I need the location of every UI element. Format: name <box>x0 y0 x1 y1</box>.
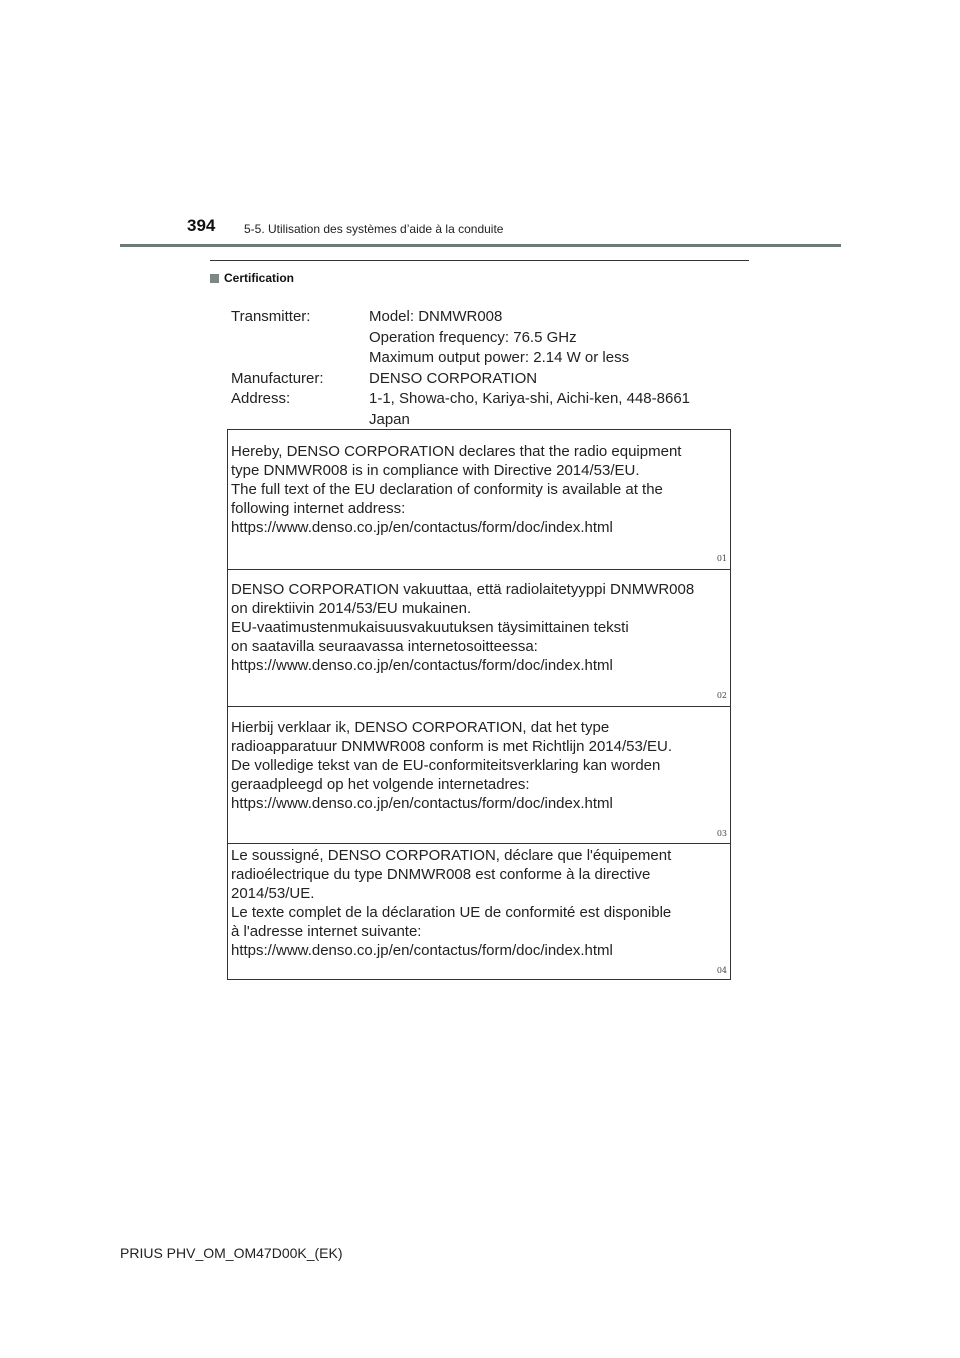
declaration-line: radioélectrique du type DNMWR008 est conforme à la directive <box>231 866 651 883</box>
declaration-line: Hierbij verklaar ik, DENSO CORPORATION, dat het type <box>231 719 610 736</box>
header-rule <box>120 244 841 247</box>
spec-row <box>231 410 690 431</box>
declaration-code: 03 <box>716 829 727 838</box>
footer-document-id: PRIUS PHV_OM_OM47D00K_(EK) <box>120 1245 343 1261</box>
declaration-line: 2014/53/UE. <box>231 885 315 902</box>
declaration-en <box>228 442 730 537</box>
declaration-line: DENSO CORPORATION vakuuttaa, että radiolaitetyyppi DNMWR008 <box>231 581 695 598</box>
section-divider <box>210 260 749 261</box>
declaration-text <box>231 718 730 813</box>
declaration-fr <box>228 846 730 960</box>
declaration-code: 02 <box>716 691 727 700</box>
declaration-line: Le soussigné, DENSO CORPORATION, déclare que l'équipement <box>231 847 672 864</box>
declaration-line: Le texte complet de la déclaration UE de conformité est disponible <box>231 904 672 921</box>
certification-heading <box>210 271 294 285</box>
declaration-divider <box>228 706 730 707</box>
square-bullet-icon <box>210 274 219 283</box>
declaration-line: De volledige tekst van de EU-conformiteitsverklaring kan worden <box>231 757 661 774</box>
spec-value: 1-1, Showa-cho, Kariya-shi, Aichi-ken, 448-8661 <box>369 390 691 407</box>
spec-row <box>231 389 690 410</box>
declaration-line: https://www.denso.co.jp/en/contactus/form/doc/index.html <box>231 942 613 959</box>
certification-heading-text: Certification <box>224 271 295 285</box>
spec-value: Japan <box>369 410 410 428</box>
declaration-divider <box>228 843 730 844</box>
spec-value: Operation frequency: 76.5 GHz <box>369 328 577 346</box>
declaration-fi <box>228 580 730 675</box>
declaration-line: EU-vaatimustenmukaisuusvakuutuksen täysimittainen teksti <box>231 619 629 636</box>
declaration-text <box>231 442 730 537</box>
declaration-line: on direktiivin 2014/53/EU mukainen. <box>231 600 472 617</box>
section-title: 5-5. Utilisation des systèmes d’aide à la conduite <box>244 222 504 236</box>
spec-row <box>231 369 690 390</box>
spec-label <box>231 348 369 369</box>
page-number: 394 <box>187 216 216 235</box>
declaration-line: https://www.denso.co.jp/en/contactus/form/doc/index.html <box>231 795 613 812</box>
declaration-line: radioapparatuur DNMWR008 conform is met Richtlijn 2014/53/EU. <box>231 738 673 755</box>
spec-label: Manufacturer: <box>231 369 324 387</box>
declaration-nl <box>228 718 730 813</box>
spec-value: Maximum output power: 2.14 W or less <box>369 349 630 366</box>
spec-label <box>231 328 369 349</box>
spec-label: Address: <box>231 390 291 407</box>
spec-value: Model: DNMWR008 <box>369 308 503 325</box>
declaration-line: type DNMWR008 is in compliance with Directive 2014/53/EU. <box>231 462 640 479</box>
declaration-text <box>231 580 730 675</box>
spec-row <box>231 328 690 349</box>
declaration-code: 01 <box>716 554 727 563</box>
declaration-line: à l'adresse internet suivante: <box>231 923 422 940</box>
spec-row <box>231 307 690 328</box>
declaration-line: https://www.denso.co.jp/en/contactus/form/doc/index.html <box>231 519 613 536</box>
transmitter-specs <box>231 307 690 430</box>
spec-value: DENSO CORPORATION <box>369 369 538 387</box>
declaration-line: following internet address: <box>231 500 406 517</box>
declaration-line: on saatavilla seuraavassa internetosoitteessa: <box>231 638 538 655</box>
declaration-line: Hereby, DENSO CORPORATION declares that the radio equipment <box>231 443 682 460</box>
declarations-box <box>227 429 731 980</box>
declaration-line: geraadpleegd op het volgende internetadres: <box>231 776 530 793</box>
declaration-code: 04 <box>716 966 727 975</box>
declaration-divider <box>228 569 730 570</box>
declaration-text <box>231 846 730 960</box>
spec-row <box>231 348 690 369</box>
spec-label <box>231 410 369 431</box>
declaration-line: https://www.denso.co.jp/en/contactus/form/doc/index.html <box>231 657 613 674</box>
spec-label: Transmitter: <box>231 308 311 325</box>
declaration-line: The full text of the EU declaration of conformity is available at the <box>231 481 663 498</box>
